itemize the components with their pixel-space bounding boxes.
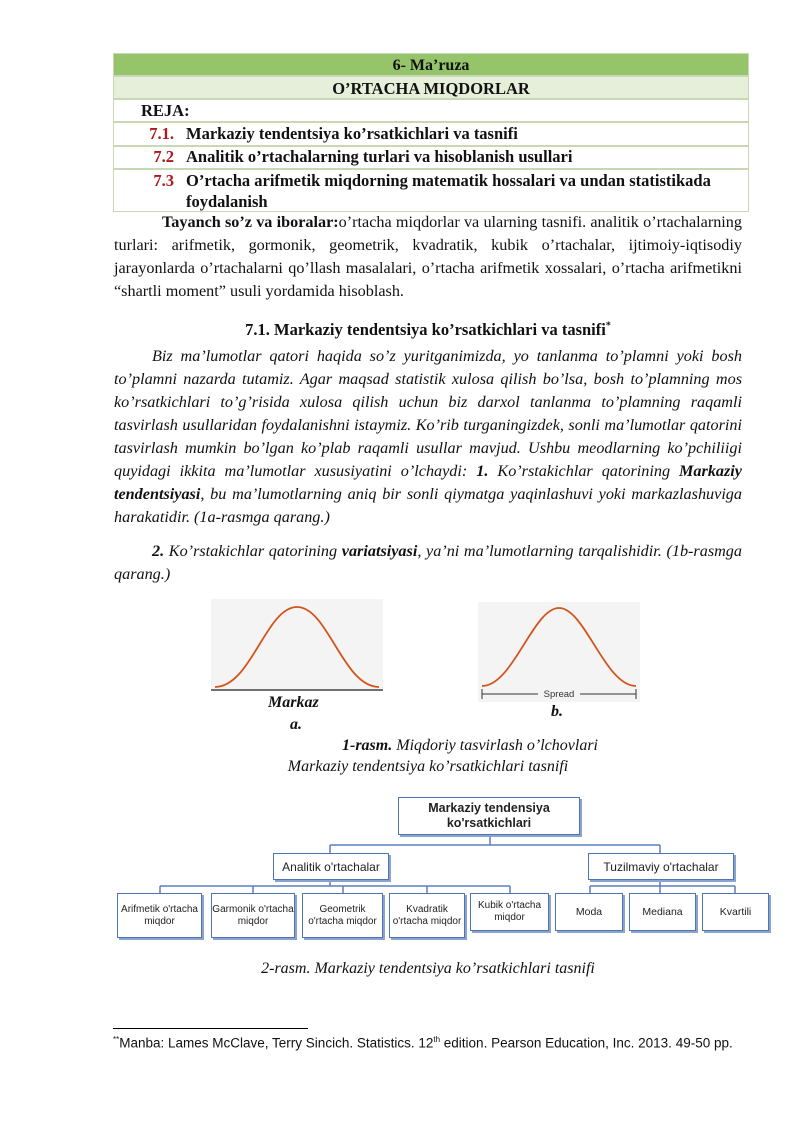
footnote [113, 1035, 733, 1051]
para1-num: 1. [476, 462, 489, 480]
para2-num: 2. [152, 542, 165, 560]
plan-item-text: O’rtacha arifmetik miqdorning matematik hossalari va undan statistikada foydalanish [186, 171, 711, 211]
org-leaf-harmonic: Garmonik o'rtacha miqdor [211, 893, 295, 938]
footnote-sup: th [433, 1035, 441, 1044]
para1-text-2: Ko’rstakichlar qatorining [488, 462, 680, 480]
org-leaf-mode: Moda [555, 893, 623, 931]
para2-term: variatsiyasi [341, 542, 418, 560]
figure-b-label: b. [551, 703, 563, 720]
org-structural-node: Tuzilmaviy o'rtachalar [588, 853, 734, 880]
keywords-label: Tayanch so’z va iboralar: [162, 213, 339, 231]
org-leaf-geometric: Geometrik o'rtacha miqdor [302, 893, 383, 938]
figure1-caption-text: Miqdoriy tasvirlash o’lchovlari [392, 737, 598, 754]
org-leaf-quartile: Kvartili [702, 893, 769, 931]
org-root-node: Markaziy tendensiya ko'rsatkichlari [398, 797, 580, 835]
center-label: Markaz [268, 694, 319, 711]
para1-text: Biz ma’lumotlar qatori haqida so’z yuritganimizda, yo tanlanma to’plamni yoki bosh to’plamni nazarda tutamiz. Agar maqsad statistik xulosa qilish bo’lsa, bosh to’plamning mos ko’rsatkichlari to’g’risida xulosa qilish uchun biz darxol tanlanma to’plamning raqamli tasvirlash usullaridan foydalanishni istaymiz. Ko’rib turganingizdek, sonli ma’lumotlar qatorini tasvirlash mumkin bo’lgan ko’plab raqamli usullar mavjud. Ushbu meodlarning ko’pchiliigi quyidagi ikkita ma’lumotlar xususiyatini o’lchaydi: [114, 347, 742, 480]
figure1-caption-line2: Markaziy tendentsiya ko’rsatkichlari tasnifi [287, 758, 569, 775]
figure2-caption: 2-rasm. Markaziy tendentsiya ko’rsatkichlari tasnifi [261, 960, 595, 977]
plan-item-text: Markaziy tendentsiya ko’rsatkichlari va tasnifi [186, 124, 518, 143]
footnote-marker: * [605, 320, 611, 332]
org-leaf-quadratic: Kvadratik o'rtacha miqdor [389, 893, 465, 938]
spread-label: Spread [543, 689, 575, 700]
plan-item-text: Analitik o’rtachalarning turlari va hisoblanish usullari [186, 147, 573, 166]
keywords-text: o’rtacha miqdorlar va ularning tasnifi. analitik o’rtachalarning turlari: arifmetik, gormonik, geometrik, kvadratik, kubik o’rtachalar, ijtimoiy-iqtisodiy jarayonlarda o’rtachalarni qo’llash masalalari, o’rtacha arifmetik xossalari, o’rtacha arifmetikni “shartli moment” usuli yordamida hisoblash. [114, 213, 742, 300]
footnote-mark: ** [113, 1035, 120, 1044]
org-leaf-cubic: Kubik o'rtacha miqdor [470, 893, 549, 931]
lecture-number: 6- Ma’ruza [113, 53, 749, 76]
plan-label: REJA: [113, 99, 749, 122]
org-leaf-arithmetic: Arifmetik o'rtacha miqdor [117, 893, 202, 938]
figure1-caption-number: 1-rasm. [342, 737, 393, 754]
figure-a-label: a. [290, 716, 302, 733]
para1-term: Markaziy tendentsiyasi [114, 462, 742, 503]
para2-text-2: , ya’ni ma’lumotlarning tarqalishidir. (1b-rasmga qarang.) [114, 542, 742, 583]
section-heading-text: 7.1. Markaziy tendentsiya ko’rsatkichlari va tasnifi [245, 320, 606, 339]
para2-text: Ko’rstakichlar qatorining [164, 542, 342, 560]
plan-item-number: 7.2 [153, 147, 174, 166]
org-leaf-median: Mediana [629, 893, 696, 931]
lecture-title: O’RTACHA MIQDORLAR [113, 76, 749, 99]
plan-item-number: 7.3 [153, 171, 174, 190]
para1-text-3: , bu ma’lumotlarning aniq bir sonli qiymatga yaqinlashuvi yoki markazlashuviga harakatidir. (1a-rasmga qarang.) [114, 485, 742, 526]
plan-item-number: 7.1. [149, 124, 174, 143]
footnote-text: Manba: Lames McClave, Terry Sincich. Statistics. 12 [119, 1035, 434, 1051]
org-analytic-node: Analitik o'rtachalar [273, 853, 389, 880]
footnote-text-2: edition. Pearson Education, Inc. 2013. 49-50 pp. [440, 1035, 733, 1051]
footnote-separator [113, 1028, 308, 1029]
